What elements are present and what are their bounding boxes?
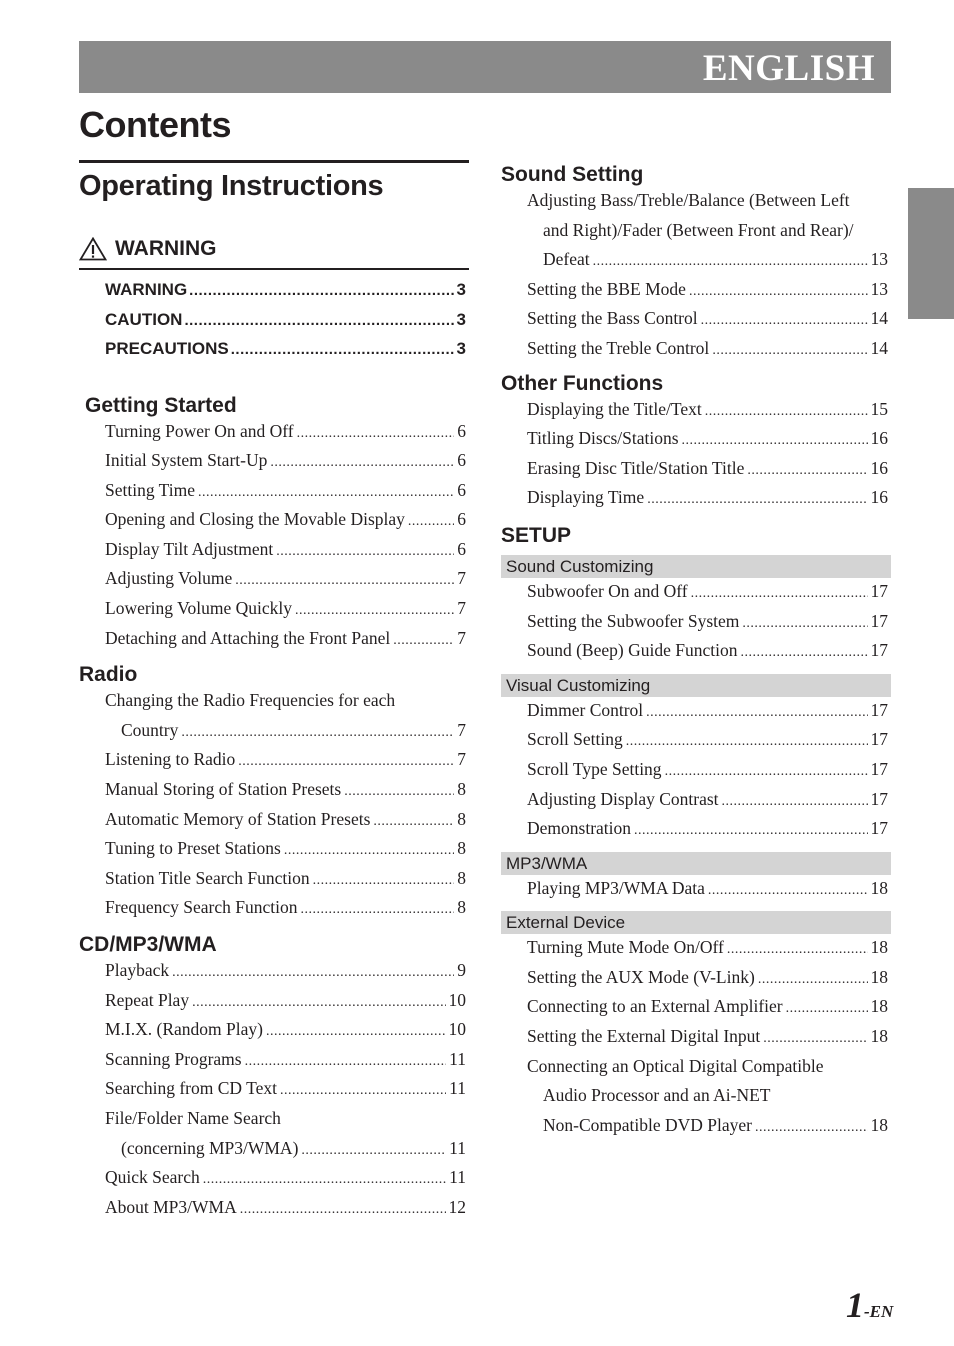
toc-entry [105,690,466,720]
page-number-suffix: -EN [864,1302,894,1321]
toc-entry-title: Searching from CD Text [105,1078,277,1099]
toc-entry-title: M.I.X. (Random Play) [105,1019,263,1040]
toc-entry [105,779,466,809]
dot-leader [742,616,867,632]
dot-leader [747,463,867,479]
toc-entry [105,1167,466,1197]
dot-leader [646,705,867,721]
toc-entry-title: Display Tilt Adjustment [105,538,274,559]
toc-entry [527,249,888,279]
toc-entry-page: 18 [870,996,888,1017]
dot-leader [203,1172,446,1188]
toc-entry-page: 7 [457,719,466,740]
dot-leader [276,544,454,560]
dot-leader [184,312,454,329]
dot-leader [722,794,868,810]
toc-entry [527,399,888,429]
toc-entry-page: 11 [449,1137,466,1158]
dot-leader [727,942,868,958]
toc-entry-title: Automatic Memory of Station Presets [105,808,371,829]
toc-entry-title: Scanning Programs [105,1048,242,1069]
toc-entry-page: 6 [457,420,466,441]
toc-entry-title: CAUTION [105,309,183,329]
toc-entry-page: 16 [870,428,888,449]
toc-entry [527,789,888,819]
dot-leader [691,586,868,602]
dot-leader [189,282,454,299]
toc-entry [105,598,466,628]
toc-entry [527,487,888,517]
operating-instructions-heading: Operating Instructions [79,170,384,202]
heading-rule [79,160,469,163]
toc-entry-title: Displaying the Title/Text [527,398,702,419]
toc-entry-title: Setting Time [105,479,195,500]
dot-leader [763,1031,867,1047]
dot-leader [284,843,454,859]
toc-entry [527,1056,888,1086]
toc-entry-page: 8 [457,867,466,888]
toc-entry [527,338,888,368]
dot-leader [647,492,867,508]
toc-entry [105,897,466,927]
toc-entry-title: Titling Discs/Stations [527,428,679,449]
toc-entry-title: Setting the External Digital Input [527,1026,761,1047]
dot-leader [712,343,867,359]
dot-leader [593,254,868,270]
cd-heading: CD/MP3/WMA [79,933,217,956]
toc-entry-title: Scroll Type Setting [527,758,662,779]
toc-entry [105,480,466,510]
dot-leader [270,455,454,471]
dot-leader [708,883,868,899]
toc-entry-title: WARNING [105,280,188,299]
setup-heading: SETUP [501,523,572,547]
toc-entry [527,581,888,611]
dot-leader [235,573,454,589]
dot-leader [393,633,454,649]
toc-entry-title: Turning Power On and Off [105,420,294,441]
page-number [846,1284,893,1326]
toc-entry-page: 17 [870,610,888,631]
toc-entry [527,759,888,789]
toc-entry [105,809,466,839]
toc-entry-title: Demonstration [527,818,632,839]
toc-entry-title: Sound (Beep) Guide Function [527,640,738,661]
left-column [79,160,469,1226]
toc-entry-page: 17 [870,699,888,720]
radio-heading: Radio [79,663,138,687]
toc-entry-title: Defeat [543,249,590,270]
dot-leader [231,341,455,358]
toc-entry-page: 6 [457,509,466,530]
toc-entry-page: 8 [457,897,466,918]
dot-leader [705,404,868,420]
toc-entry-title: Listening to Radio [105,749,236,770]
dot-leader [181,725,454,741]
toc-entry-page: 14 [870,337,888,358]
toc-entry-title: Connecting an Optical Digital Compatible [527,1055,824,1076]
toc-entry [527,878,888,908]
toc-entry [527,967,888,997]
dot-leader [740,645,867,661]
dot-leader [755,1120,868,1136]
dot-leader [634,823,867,839]
toc-entry-page: 7 [457,749,466,770]
toc-entry [105,310,466,340]
toc-entry-page: 16 [870,487,888,508]
toc-entry-title: Changing the Radio Frequencies for each [105,690,396,711]
dot-leader [240,1202,446,1218]
toc-entry [105,990,466,1020]
toc-entry [527,458,888,488]
toc-entry-title: Frequency Search Function [105,897,298,918]
page-title: Contents [79,104,231,145]
setup-group-list [501,878,891,908]
toc-entry [105,1078,466,1108]
toc-entry-page: 11 [449,1048,466,1069]
getting-started-list [79,421,469,658]
dot-leader [689,284,868,300]
toc-entry-page: 10 [448,989,466,1010]
toc-entry [527,937,888,967]
toc-entry-title: Connecting to an External Amplifier [527,996,783,1017]
toc-entry-title: PRECAUTIONS [105,339,229,358]
toc-entry-title: Setting the Treble Control [527,337,710,358]
toc-entry [527,1115,888,1145]
dot-leader [758,972,868,988]
toc-entry [105,539,466,569]
toc-entry-title: Adjusting Bass/Treble/Balance (Between Left [527,190,850,210]
toc-entry-page: 8 [457,779,466,800]
toc-entry-title: Tuning to Preset Stations [105,838,281,859]
dot-leader [198,485,454,501]
toc-entry-title: Subwoofer On and Off [527,580,688,601]
toc-entry-title: Playback [105,960,170,980]
toc-entry [527,1085,888,1115]
toc-entry-title: File/Folder Name Search [105,1107,281,1128]
dot-leader [245,1054,447,1070]
toc-entry-page: 17 [870,758,888,779]
toc-entry-title: Manual Storing of Station Presets [105,779,342,800]
toc-entry-page: 7 [457,598,466,619]
toc-entry-title: Scroll Setting [527,729,623,750]
toc-entry-page: 18 [870,1114,888,1135]
dot-leader [295,603,454,619]
toc-entry-title: About MP3/WMA [105,1196,237,1217]
toc-entry [527,729,888,759]
toc-entry-page: 13 [870,249,888,270]
toc-entry-page: 11 [449,1078,466,1099]
toc-entry-page: 7 [457,568,466,589]
dot-leader [238,754,454,770]
toc-entry-title: Quick Search [105,1167,200,1188]
toc-entry [105,1138,466,1168]
toc-entry-title: Setting the Subwoofer System [527,610,740,631]
sound-setting-list [501,190,891,368]
toc-entry-title: Playing MP3/WMA Data [527,877,705,898]
toc-entry [527,308,888,338]
toc-entry-page: 17 [870,580,888,601]
setup-subheading: Visual Customizing [501,674,891,697]
toc-entry-title: Turning Mute Mode On/Off [527,937,724,958]
toc-entry-title: Dimmer Control [527,699,644,720]
dot-leader [297,426,455,442]
dot-leader [786,1001,868,1017]
dot-leader [192,995,445,1011]
toc-entry [105,1049,466,1079]
setup-group-list [501,937,891,1144]
warning-heading-label: WARNING [115,237,217,260]
toc-entry-page: 6 [457,450,466,471]
toc-entry-title: Initial System Start-Up [105,450,268,471]
warning-triangle-icon [79,237,107,261]
toc-entry-page: 3 [456,339,466,358]
toc-entry [527,428,888,458]
toc-entry [527,1026,888,1056]
toc-entry [105,1197,466,1227]
toc-entry [105,339,466,369]
toc-entry [527,818,888,848]
toc-entry-page: 8 [457,838,466,859]
toc-entry-title: Audio Processor and an Ai-NET [543,1085,771,1106]
toc-entry-title: Repeat Play [105,989,190,1010]
toc-entry-title: (concerning MP3/WMA) [121,1137,299,1158]
other-functions-list [501,399,891,517]
toc-entry [105,509,466,539]
toc-entry [105,628,466,658]
toc-entry-page: 3 [456,280,466,299]
toc-entry [527,996,888,1026]
setup-subheading: MP3/WMA [501,852,891,875]
dot-leader [682,433,868,449]
dot-leader [301,1143,446,1159]
language-label: ENGLISH [702,48,875,89]
toc-entry-title: Detaching and Attaching the Front Panel [105,627,391,648]
warning-heading [79,232,469,270]
language-banner [79,41,891,93]
toc-entry-page: 18 [870,877,888,898]
toc-entry-page: 12 [448,1196,466,1217]
toc-entry-title: Station Title Search Function [105,867,310,888]
right-column [501,160,891,1144]
dot-leader [373,814,454,830]
toc-entry-title: Non-Compatible DVD Player [543,1114,752,1135]
cd-list [79,960,469,1226]
toc-entry [105,868,466,898]
toc-entry-page: 16 [870,457,888,478]
toc-entry-page: 15 [870,398,888,419]
toc-entry-title: Adjusting Volume [105,568,233,589]
toc-entry-title: Erasing Disc Title/Station Title [527,457,745,478]
toc-entry [105,568,466,598]
toc-entry-page: 3 [456,309,466,329]
setup-group-list [501,700,891,848]
toc-entry-page: 17 [870,640,888,661]
dot-leader [280,1083,446,1099]
toc-entry [105,1019,466,1049]
toc-entry-title: Setting the Bass Control [527,308,698,329]
toc-entry-page: 13 [870,278,888,299]
toc-entry-title: Opening and Closing the Movable Display [105,509,405,530]
dot-leader [626,734,868,750]
toc-entry [105,421,466,451]
dot-leader [701,313,868,329]
dot-leader [344,784,454,800]
dot-leader [172,965,454,981]
side-tab [908,188,954,319]
toc-entry-page: 17 [870,729,888,750]
warning-list [79,280,469,369]
toc-entry-title: and Right)/Fader (Between Front and Rear)/ [543,219,854,240]
toc-entry-page: 9 [457,960,466,980]
toc-entry-title: Adjusting Display Contrast [527,788,719,809]
setup-subheading: External Device [501,911,891,934]
toc-entry-page: 14 [870,308,888,329]
dot-leader [408,514,454,530]
setup-group-list [501,581,891,670]
toc-entry-title: Displaying Time [527,487,645,508]
toc-entry-title: Country [121,719,179,740]
dot-leader [300,902,454,918]
toc-entry [105,960,466,990]
toc-entry-page: 8 [457,808,466,829]
toc-entry-page: 18 [870,1026,888,1047]
toc-entry-page: 6 [457,479,466,500]
toc-entry [527,190,888,220]
toc-entry-page: 6 [457,538,466,559]
toc-entry [105,749,466,779]
toc-entry-title: Lowering Volume Quickly [105,598,292,619]
toc-entry-page: 17 [870,788,888,809]
toc-entry [527,611,888,641]
toc-entry [105,280,466,310]
toc-entry [527,279,888,309]
toc-entry-page: 10 [448,1019,466,1040]
toc-entry-title: Setting the BBE Mode [527,278,686,299]
sound-setting-heading: Sound Setting [501,163,644,186]
toc-entry [105,450,466,480]
toc-entry [527,220,888,250]
toc-entry [527,640,888,670]
toc-entry-page: 17 [870,818,888,839]
toc-entry [105,838,466,868]
toc-entry-page: 18 [870,937,888,958]
toc-entry-title: Setting the AUX Mode (V-Link) [527,966,755,987]
setup-groups [501,555,891,1145]
other-functions-heading: Other Functions [501,371,664,395]
setup-subheading: Sound Customizing [501,555,891,578]
toc-entry [105,1108,466,1138]
dot-leader [313,873,455,889]
toc-entry [105,720,466,750]
dot-leader [266,1024,446,1040]
dot-leader [665,764,868,780]
getting-started-heading: Getting Started [85,393,237,417]
radio-list [79,690,469,927]
toc-entry [527,700,888,730]
toc-entry-page: 7 [457,627,466,648]
toc-entry-page: 18 [870,966,888,987]
page-number-value: 1 [846,1285,864,1325]
toc-entry-page: 11 [449,1167,466,1188]
